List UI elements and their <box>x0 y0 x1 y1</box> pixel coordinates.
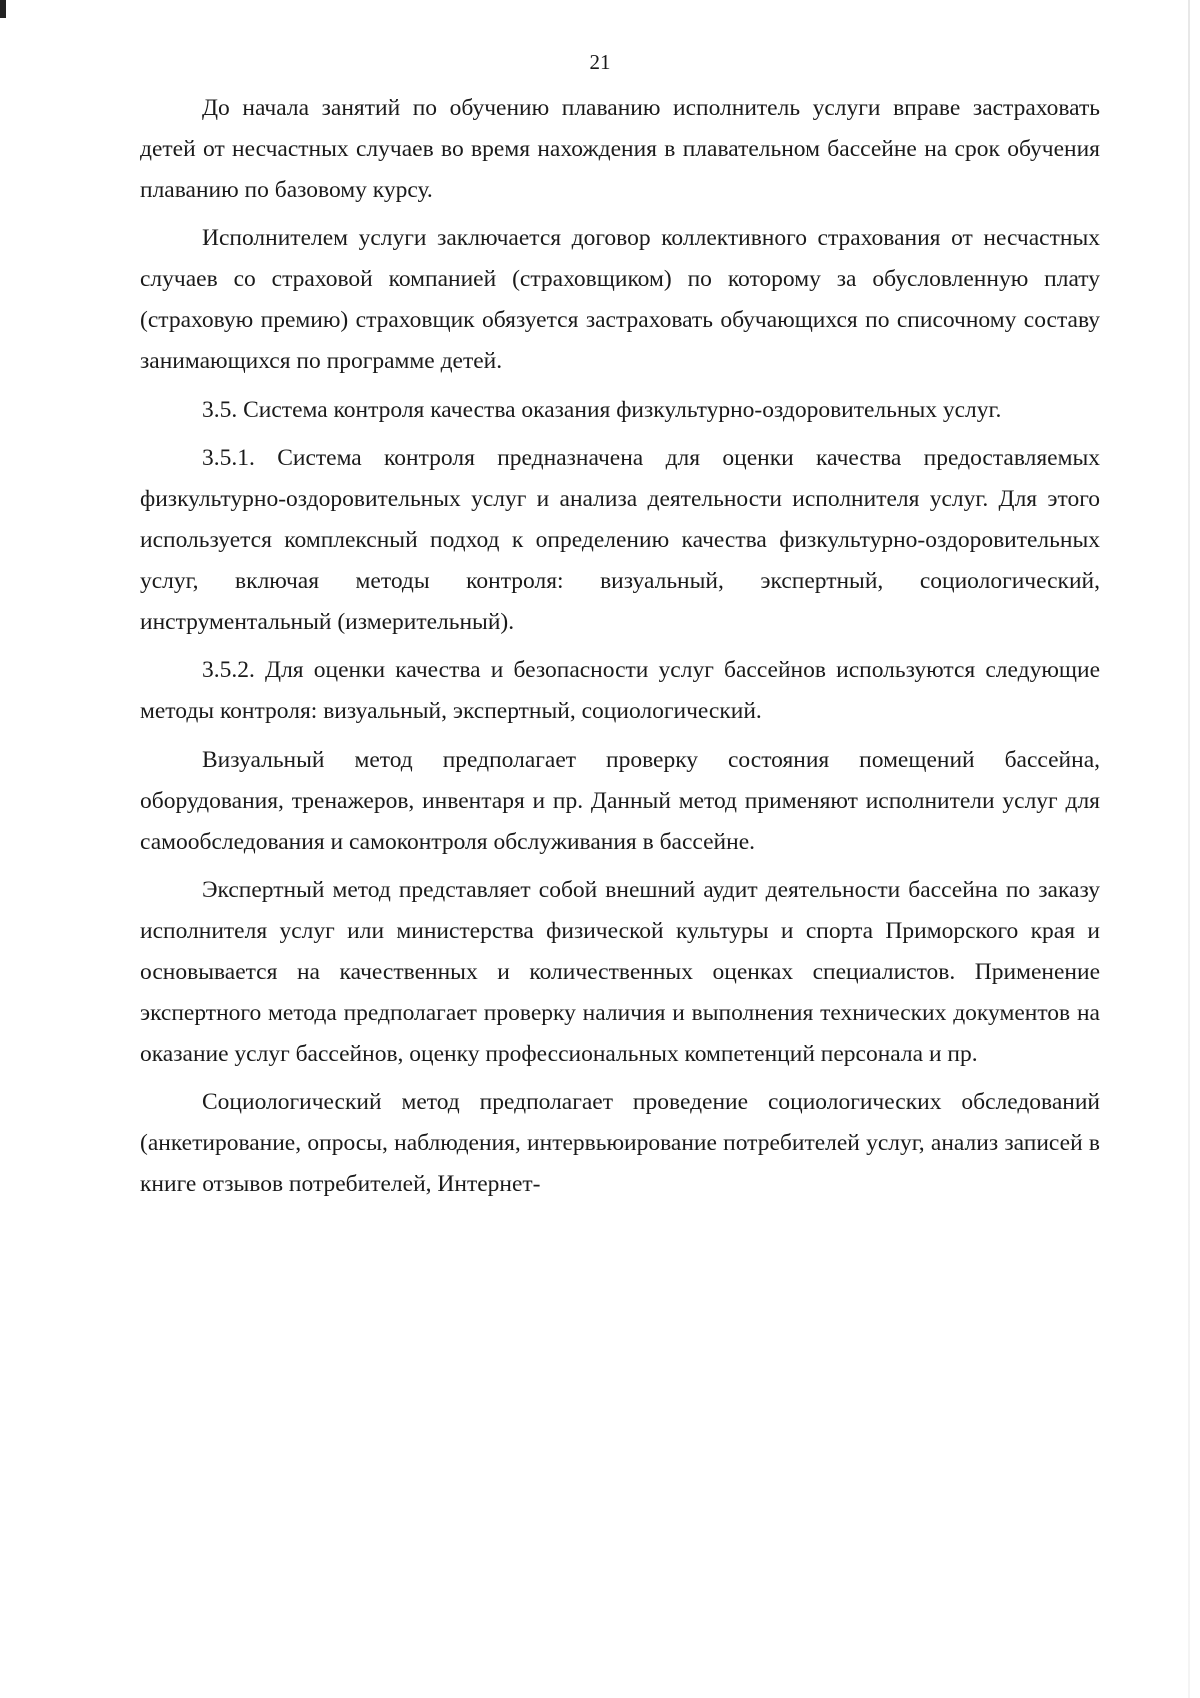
paragraph-sociological-method: Социологический метод предполагает проведение социологических обследований (анкетирование, опросы, наблюдения, интервьюирование потребителей услуг, анализ записей в книге отзывов потребителей, Интернет- <box>140 1089 1100 1197</box>
section-heading-3-5: 3.5. Система контроля качества оказания физкультурно-оздоровительных услуг. <box>202 396 1002 423</box>
paragraph-insurance-contract: Исполнителем услуги заключается договор коллективного страхования от несчастных случаев со страховой компанией (страховщиком) по которому за обусловленную плату (страховую премию) страховщик обязуется застраховать обучающихся по списочному составу занимающихся по программе детей. <box>140 225 1100 374</box>
paragraph-visual-method: Визуальный метод предполагает проверку состояния помещений бассейна, оборудования, тренажеров, инвентаря и пр. Данный метод применяют исполнители услуг для самообследования и самоконтроля обслуживания в бассейне. <box>140 746 1100 855</box>
scan-corner-mark <box>0 0 6 18</box>
scan-right-edge <box>1188 0 1190 1698</box>
page-number: 21 <box>589 50 611 74</box>
document-body <box>140 88 1100 1213</box>
paragraph-3-5-1: 3.5.1. Система контроля предназначена для оценки качества предоставляемых физкультурно-оздоровительных услуг и анализа деятельности исполнителя услуг. Для этого используется комплексный подход к определению качества физкультурно-оздоровительных услуг, включая методы контроля: визуальный, экспертный, социологический, инструментальный (измерительный). <box>140 445 1100 635</box>
paragraph-insurance-option: До начала занятий по обучению плаванию исполнитель услуги вправе застраховать детей от несчастных случаев во время нахождения в плавательном бассейне на срок обучения плаванию по базовому курсу. <box>140 95 1100 203</box>
paragraph-3-5-2: 3.5.2. Для оценки качества и безопасности услуг бассейнов используются следующие методы контроля: визуальный, экспертный, социологический. <box>140 657 1100 725</box>
paragraph-expert-method: Экспертный метод представляет собой внешний аудит деятельности бассейна по заказу исполнителя услуг или министерства физической культуры и спорта Приморского края и основывается на качественных и количественных оценках специалистов. Применение экспертного метода предполагает проверку наличия и выполнения технических документов на оказание услуг бассейнов, оценку профессиональных компетенций персонала и пр. <box>140 877 1100 1067</box>
